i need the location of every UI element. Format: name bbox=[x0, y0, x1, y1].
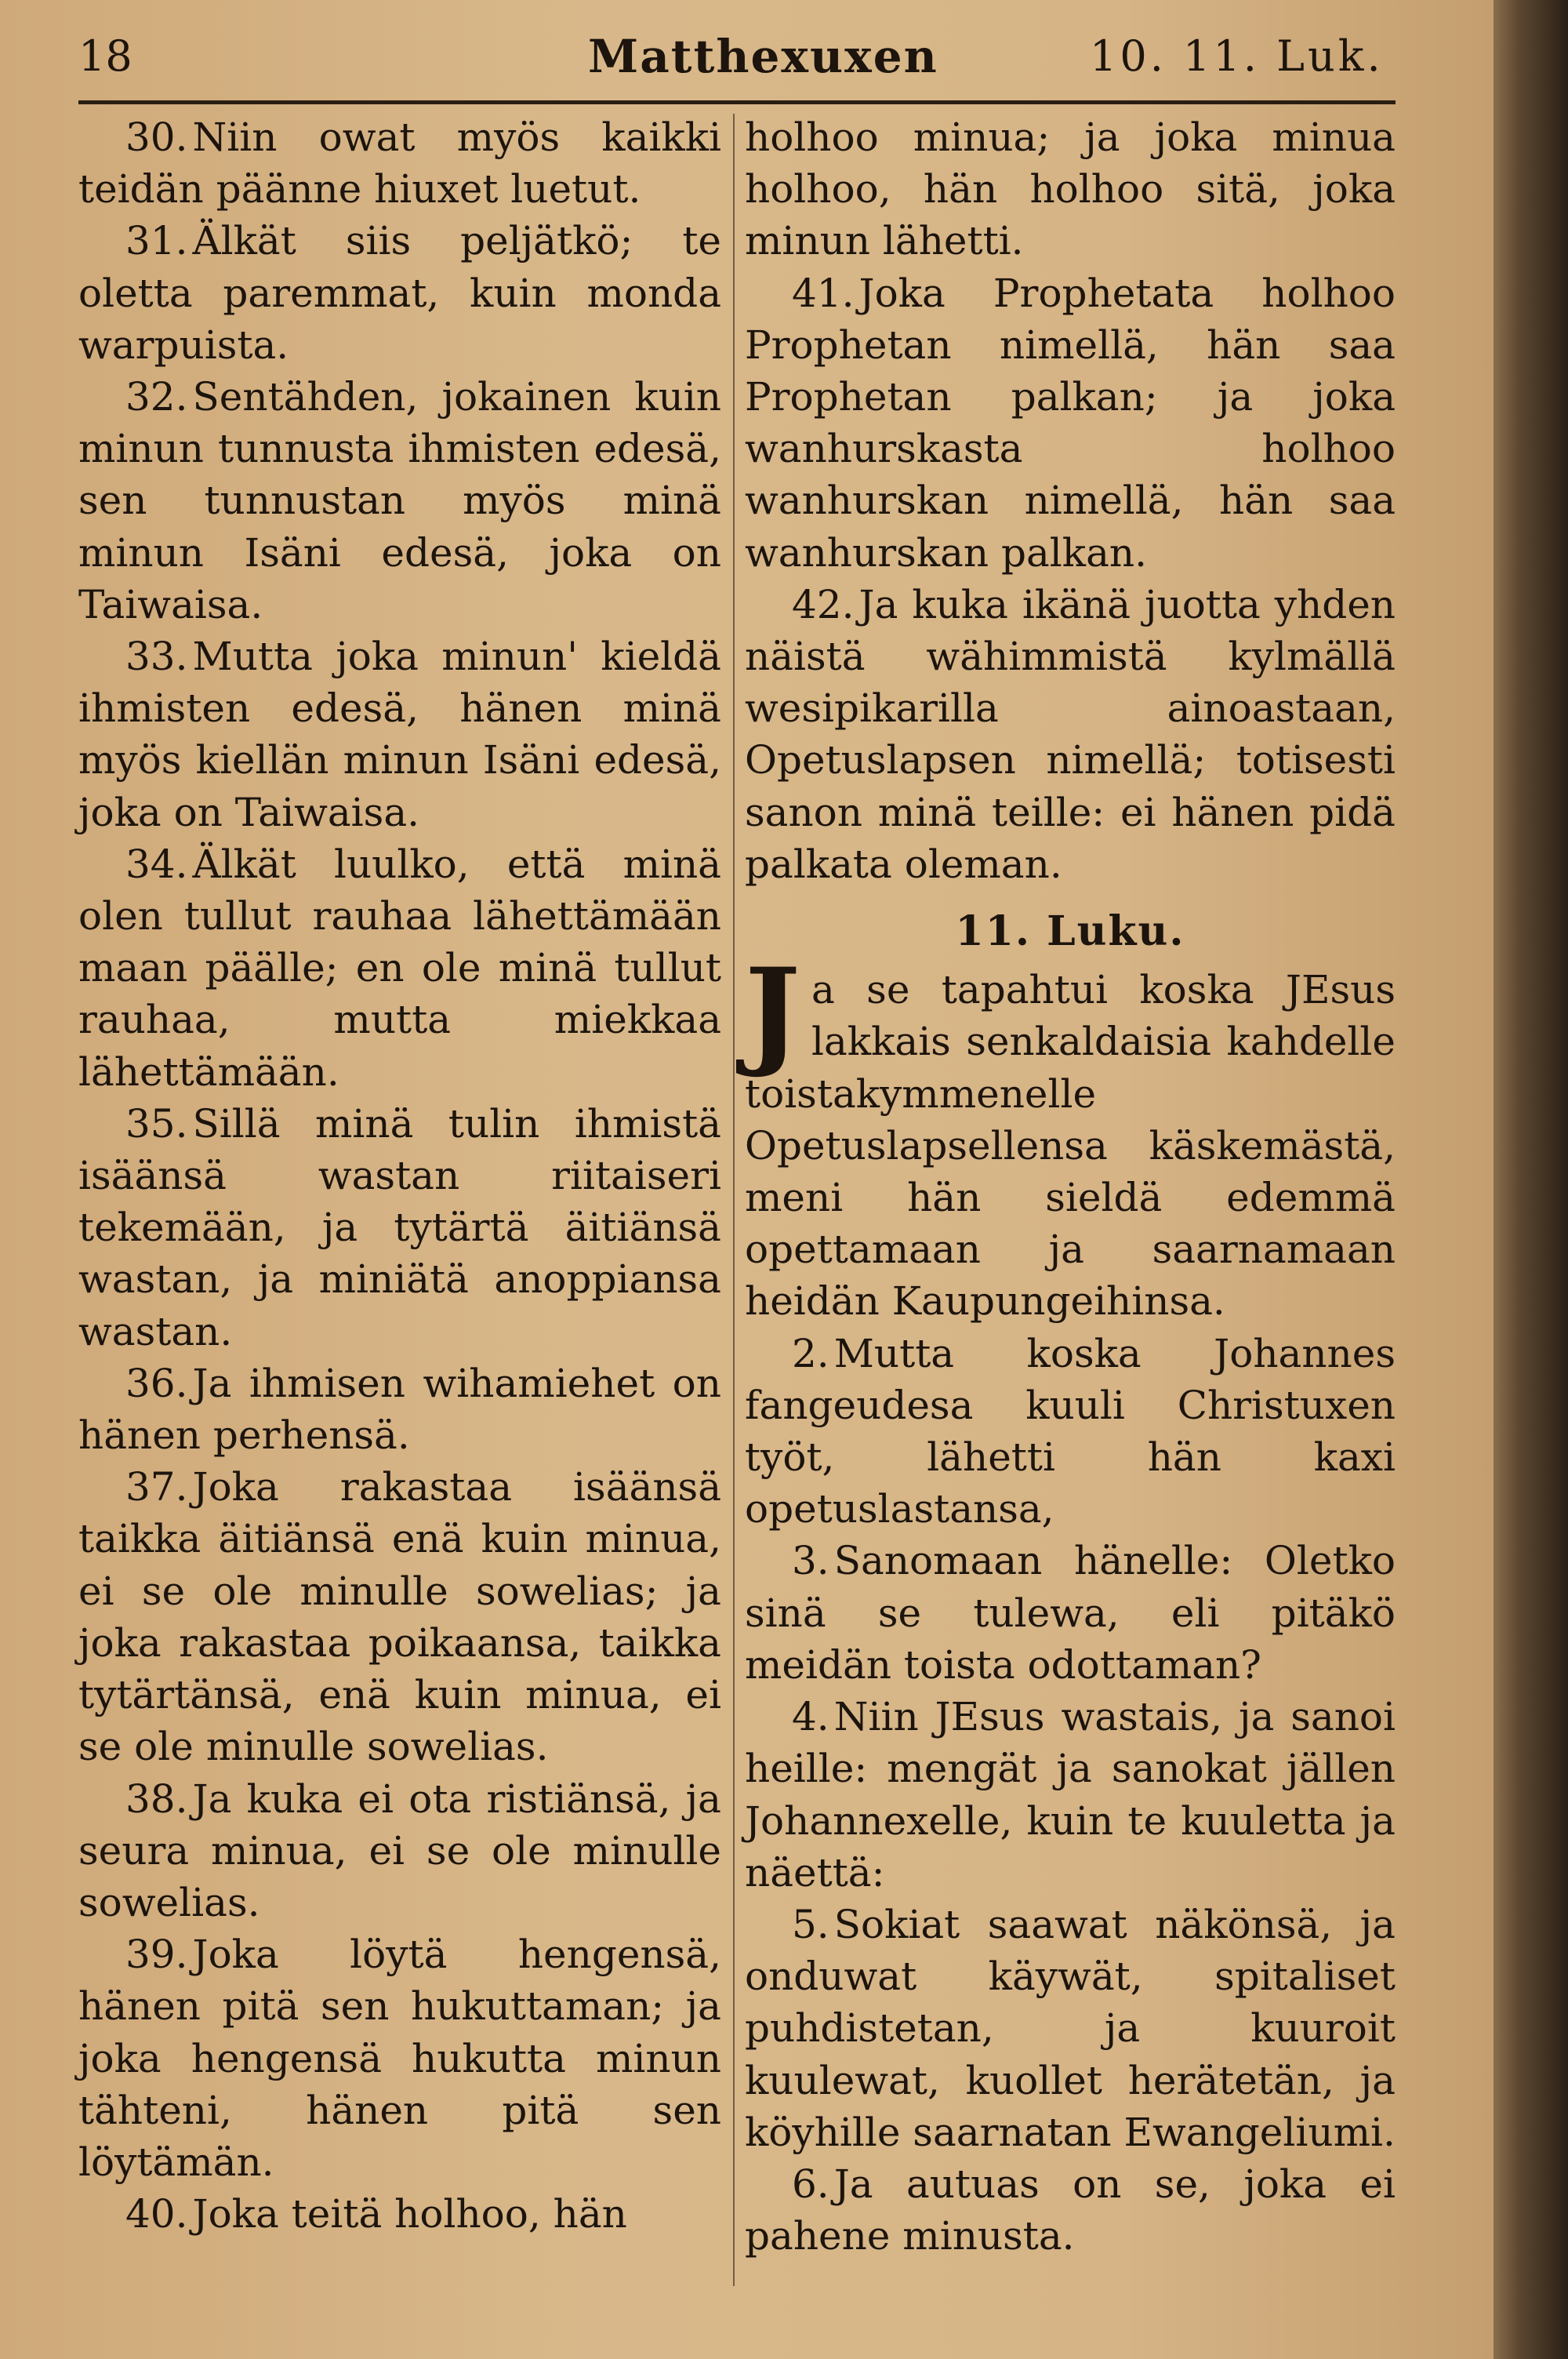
verse: 41. Joka Prophetata holhoo Prophetan nimellä, hän saa Prophetan palkan; ja joka wanhurskasta holhoo wanhurskan nimellä, hän saa wanhurskan palkan. bbox=[745, 270, 1396, 576]
verse: 2. Mutta koska Johannes fangeudesa kuuli Christuxen työt, lähetti hän kaxi opetuslastansa, bbox=[745, 1330, 1396, 1532]
header-rule bbox=[78, 100, 1396, 104]
verse: 39. Joka löytä hengensä, hänen pitä sen hukuttaman; ja joka hengensä hukutta minun tähteni, hänen pitä sen löytämän. bbox=[78, 1932, 721, 2185]
verse: 5. Sokiat saawat näkönsä, ja onduwat käywät, spitaliset puhdistetan, ja kuuroit kuulewat, kuollet herätetän, ja köyhille saarnatan Ewangeliumi. bbox=[745, 1901, 1396, 2155]
chapter-heading: 11. Luku. bbox=[955, 907, 1185, 956]
page-header bbox=[78, 31, 1396, 94]
verse: 31. Älkät siis peljätkö; te oletta paremmat, kuin monda warpuista. bbox=[78, 218, 721, 368]
verse-continuation: holhoo minua; ja joka minua holhoo, hän holhoo sitä, joka minun lähetti. bbox=[745, 114, 1396, 264]
chapter-reference: 10. 11. Luk. bbox=[1090, 31, 1384, 81]
left-column bbox=[78, 111, 721, 2276]
verse: 33. Mutta joka minun' kieldä ihmisten edesä, hänen minä myös kiellän minun Isäni edesä, joka on Taiwaisa. bbox=[78, 634, 721, 835]
verse: 42. Ja kuka ikänä juotta yhden näistä wähimmistä kylmällä wesipikarilla ainoastaan, Opetuslapsen nimellä; totisesti sanon minä teille: ei hänen pidä palkata oleman. bbox=[745, 581, 1396, 887]
verse: 34. Älkät luulko, että minä olen tullut rauhaa lähettämään maan päälle; en ole minä tullut rauhaa, mutta miekkaa lähettämään. bbox=[78, 841, 721, 1095]
verse: 6. Ja autuas on se, joka ei pahene minusta. bbox=[745, 2161, 1396, 2259]
verse: 32. Sentähden, jokainen kuin minun tunnusta ihmisten edesä, sen tunnustan myös minä minun Isäni edesä, joka on Taiwaisa. bbox=[78, 374, 721, 627]
column-divider bbox=[733, 114, 735, 2286]
verse: 35. Sillä minä tulin ihmistä isäänsä wastan riitaiseri tekemään, ja tytärtä äitiänsä wastan, ja miniätä anoppiansa wastan. bbox=[78, 1100, 721, 1354]
verse-one: Ja se tapahtui koska JEsus lakkais senkaldaisia kahdelle toistakymmenelle Opetuslapsellensa käskemästä, meni hän sieldä edemmä opettamaan ja saarnamaan heidän Kaupungeihinsa. bbox=[745, 943, 1396, 1325]
page-number: 18 bbox=[78, 31, 132, 81]
running-title: Matthexuxen bbox=[588, 30, 938, 83]
verse: 4. Niin JEsus wastais, ja sanoi heille: mengät ja sanokat jällen Johannexelle, kuin te kuuletta ja näettä: bbox=[745, 1694, 1396, 1896]
verse: 37. Joka rakastaa isäänsä taikka äitiänsä enä kuin minua, ei se ole minulle sowelias; ja joka rakastaa poikaansa, taikka tytärtänsä, enä kuin minua, ei se ole minulle sowelias. bbox=[78, 1464, 721, 1770]
verse: 3. Sanomaan hänelle: Oletko sinä se tulewa, eli pitäkö meidän toista odottaman? bbox=[745, 1538, 1396, 1688]
verse: 30. Niin owat myös kaikki teidän päänne hiuxet luetut. bbox=[78, 114, 721, 213]
verse: 36. Ja ihmisen wihamiehet on hänen perhensä. bbox=[78, 1360, 721, 1459]
verse: 40. Joka teitä holhoo, hän bbox=[125, 2191, 627, 2237]
verse: 38. Ja kuka ei ota ristiänsä, ja seura minua, ei se ole minulle sowelias. bbox=[78, 1776, 721, 1925]
drop-cap: J bbox=[745, 943, 800, 1081]
adjacent-page-edge bbox=[1494, 0, 1568, 2359]
right-column bbox=[745, 111, 1396, 2276]
